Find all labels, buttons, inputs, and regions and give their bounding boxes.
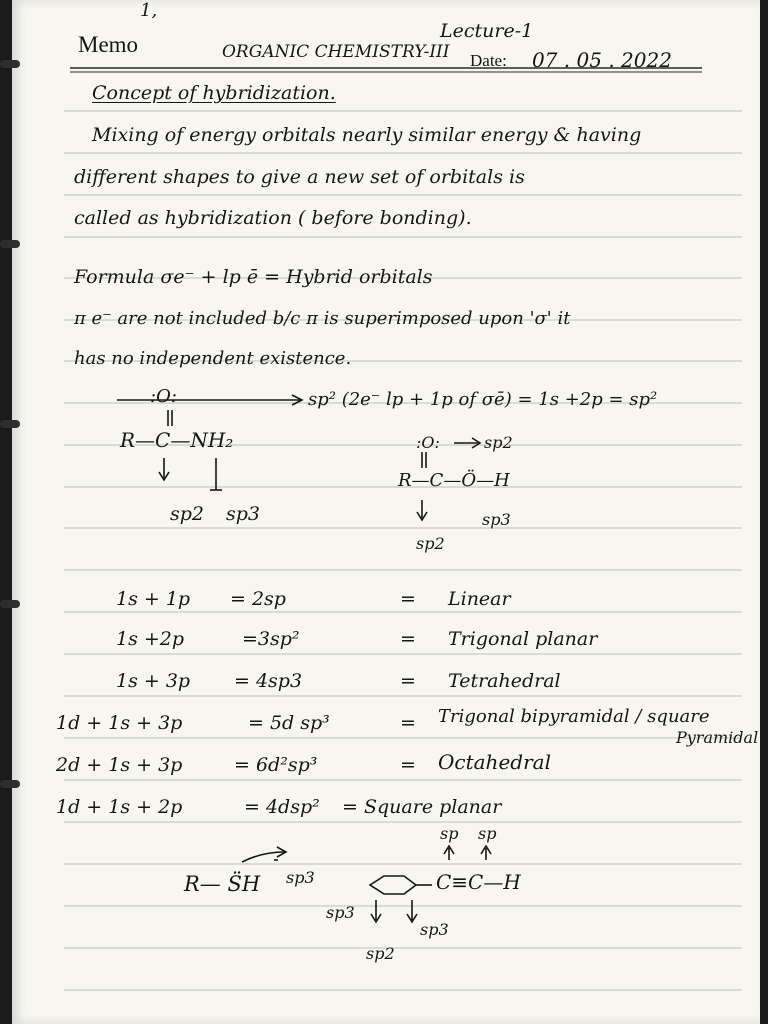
table-equals: = <box>400 588 416 610</box>
table-shape: Tetrahedral <box>448 670 561 692</box>
ruled-lines <box>12 0 760 1024</box>
alkyne-sp-label: sp <box>478 824 497 843</box>
acid-structure: R—C—Ö—H <box>398 470 510 491</box>
amide-nitrogen-hybrid: sp3 <box>226 503 261 525</box>
pi-electron-line: π e⁻ are not included b/c π is superimposed upon 'σ' it <box>74 308 571 329</box>
alkyne-triple-bond: C≡C—H <box>436 870 521 894</box>
table-equals: = <box>400 670 416 692</box>
definition-line: called as hybridization ( before bonding). <box>74 207 472 229</box>
amide-arrow-note: sp² (2e⁻ lp + 1p of σē) = 1s +2p = sp² <box>308 389 658 410</box>
table-shape: Linear <box>448 588 511 610</box>
table-orbitals: 1d + 1s + 3p <box>56 712 183 734</box>
table-equals: = <box>400 628 416 650</box>
date-label: Date: <box>470 51 507 70</box>
ring-sp3-label: sp3 <box>420 920 449 939</box>
definition-line: different shapes to give a new set of orbitals is <box>74 166 525 188</box>
acid-oxygen: :O: <box>416 433 440 452</box>
formula-line: Formula σe⁻ + lp ē = Hybrid orbitals <box>74 266 433 288</box>
table-orbitals: 1s + 1p <box>116 588 191 610</box>
table-result: = 5d sp³ <box>248 712 330 734</box>
amide-structure: R—C—NH₂ <box>120 428 234 452</box>
date-value: 07 . 05 . 2022 <box>532 48 672 72</box>
table-orbitals: 1s +2p <box>116 628 185 650</box>
thiol-hybrid: sp3 <box>286 868 315 887</box>
ring-sp2-label: sp2 <box>366 944 395 963</box>
table-shape: Trigonal planar <box>448 628 598 650</box>
table-shape-continued: Pyramidal <box>676 728 759 747</box>
thiol-structure: R— S̈H <box>184 872 261 896</box>
table-shape: Octahedral <box>438 750 551 774</box>
lecture-label: Lecture-1 <box>440 20 534 42</box>
table-result: = 6d²sp³ <box>234 754 318 776</box>
ring-sp3-label: sp3 <box>326 903 355 922</box>
table-shape: Trigonal bipyramidal / square <box>438 706 710 727</box>
table-shape: Square planar <box>364 796 502 818</box>
table-equals: = <box>400 754 416 776</box>
acid-oxygen-sp3: sp3 <box>482 510 511 529</box>
acid-carbon-hybrid: sp2 <box>416 534 445 553</box>
amide-carbon-hybrid: sp2 <box>170 503 205 525</box>
definition-line: Mixing of energy orbitals nearly similar energy & having <box>92 124 642 146</box>
notebook-page <box>12 0 760 1024</box>
acid-oxygen-hybrid: sp2 <box>484 433 513 452</box>
stray-mark: 1, <box>140 0 158 21</box>
amide-oxygen: :O: <box>150 386 177 407</box>
subject-title: ORGANIC CHEMISTRY-III <box>222 42 450 62</box>
table-result: = 4dsp² <box>244 796 320 818</box>
alkyne-sp-label: sp <box>440 824 459 843</box>
table-orbitals: 1d + 1s + 2p <box>56 796 183 818</box>
table-orbitals: 1s + 3p <box>116 670 191 692</box>
memo-label: Memo <box>78 32 139 57</box>
pi-electron-line: has no independent existence. <box>74 348 352 369</box>
notes-heading: Concept of hybridization. <box>92 82 336 104</box>
table-orbitals: 2d + 1s + 3p <box>56 754 183 776</box>
table-result: = 2sp <box>230 588 286 610</box>
table-result: = 4sp3 <box>234 670 303 692</box>
table-result: =3sp² <box>242 628 300 650</box>
table-equals: = <box>342 796 358 818</box>
table-equals: = <box>400 712 416 734</box>
